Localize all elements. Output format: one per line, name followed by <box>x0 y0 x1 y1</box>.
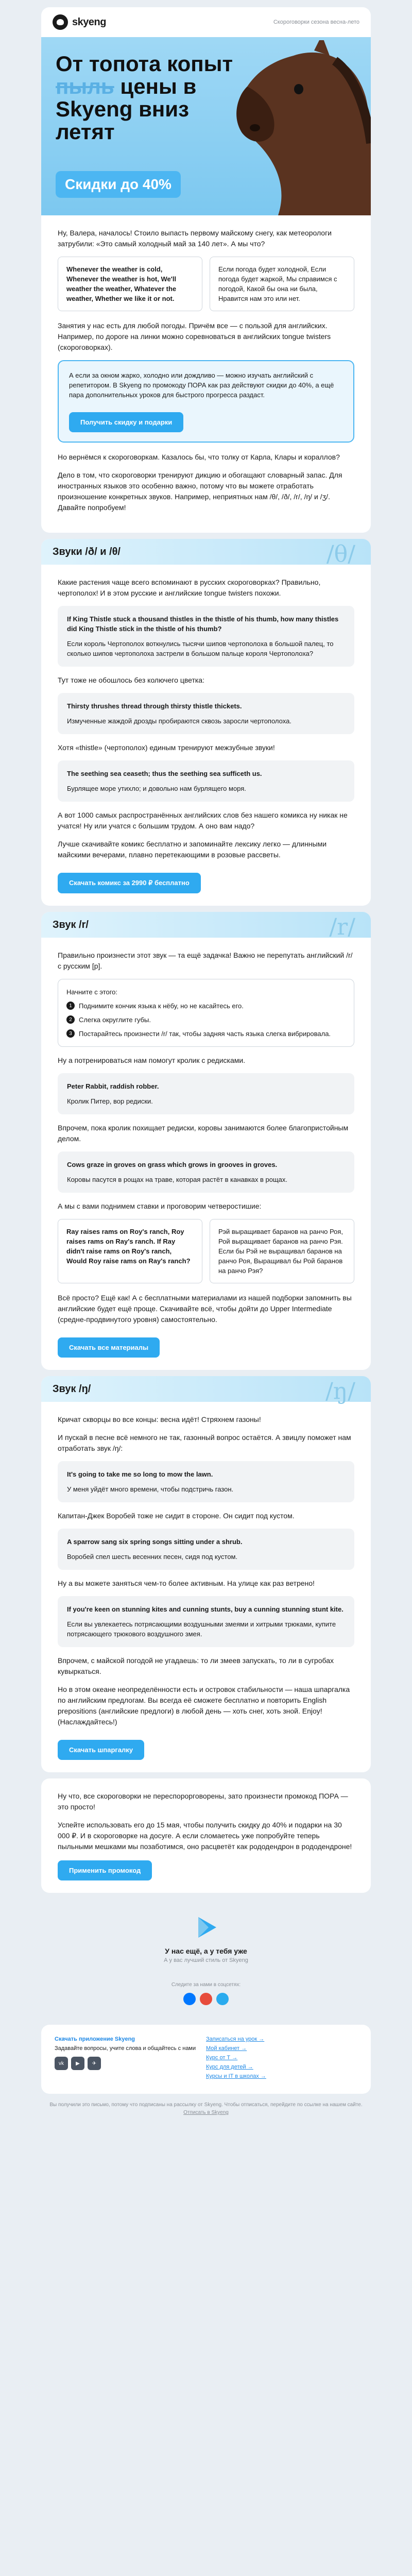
twister-english: If you're keen on stunning kites and cunning stunts, buy a cunning stunning stunt kite. <box>67 1605 344 1613</box>
paragraph: Успейте использовать его до 15 мая, чтобы получить скидку до 40% и подарки на 30 000 ₽. И в скороговорке на досуге. А если сломаетесь уже попробуйте теперь пыльными мешками мы позаботимся, оно расцветёт как рододендрон в рододендроне! <box>58 1821 352 1851</box>
poem-russian: Если погода будет холодной, Если погода будет жаркой, Мы справимся с погодой, Какой бы она ни была, Нравится нам это или нет. <box>210 257 354 311</box>
intro-paragraph: Но вернёмся к скороговоркам. Казалось бы, что толку от Карла, Клары и кораллов? <box>58 453 340 461</box>
legal-block <box>41 2101 371 2116</box>
hero-title-line-2: цены в Skyeng вниз летят <box>56 74 197 144</box>
tongue-twister <box>58 1529 354 1570</box>
step-text: Постарайтесь произнести /r/ так, чтобы задняя часть языка слегка вибрировала. <box>79 1030 331 1038</box>
tongue-twister <box>58 606 354 667</box>
app-promo <box>55 2036 206 2082</box>
paragraph: Правильно произнести этот звук — та ещё задачка! Важно не перепутать английский /r/ с русским [р]. <box>58 951 353 970</box>
paragraph: Ну а потренироваться нам помогут кролик с редисками. <box>58 1056 246 1064</box>
intro-content <box>41 215 371 533</box>
hero-title <box>56 53 251 143</box>
email-header <box>41 7 371 37</box>
footer-link[interactable]: Мой кабинет → <box>206 2045 247 2052</box>
paragraph: Хотя «thistle» (чертополох) единым тренируют межзубные звуки! <box>58 743 275 752</box>
twister-russian: Коровы пасутся в рощах на траве, которая растёт в канавках в рощах. <box>67 1176 288 1183</box>
twister-english: A sparrow sang six spring songs sitting under a shrub. <box>67 1538 243 1546</box>
section-content <box>41 1402 371 1772</box>
section-header <box>41 912 371 938</box>
unsubscribe-link[interactable]: Отписать в Skyeng <box>183 2110 229 2115</box>
get-discount-button[interactable]: Получить скидку и подарки <box>69 412 183 432</box>
paragraph: Всё просто? Ещё как! А с бесплатными материалами из нашей подборки запомнить вы английские будет ещё проще. Скачивайте всё, чтобы дойти до Upper Intermediate (средне-продвинутого уровня) самостоятельно. <box>58 1294 352 1324</box>
telegram-icon[interactable] <box>216 1993 229 2005</box>
download-materials-button[interactable]: Скачать все материалы <box>58 1337 160 1358</box>
tongue-twister <box>58 1073 354 1114</box>
paragraph: Ну что, все скороговорки не переспорорговорены, зато произнести промокод ПОРА — это просто! <box>58 1792 348 1811</box>
poem-block <box>58 1219 354 1283</box>
paragraph: Какие растения чаще всего вспоминают в русских скороговорках? Правильно, чертополох! И в этом русские и английские tongue twisters похожи. <box>58 578 321 597</box>
twister-russian: Кролик Питер, вор редиски. <box>67 1097 153 1105</box>
twister-english: It's going to take me so long to mow the lawn. <box>67 1470 213 1478</box>
app-description: Задавайте вопросы, учите слова и общайтесь с нами <box>55 2045 196 2052</box>
footer-subtitle: А у вас лучший стиль от Skyeng <box>164 1957 248 1963</box>
intro-paragraph: Занятия у нас есть для любой погоды. Причём все — с пользой для английских. Например, по дороге на линки можно соревноваться в английских tongue twisters (скороговорках). <box>58 321 331 351</box>
paragraph: Впрочем, пока кролик похищает редиски, коровы занимаются более благопристойным делом. <box>58 1124 349 1143</box>
footer-link[interactable]: Записаться на урок → <box>206 2036 265 2042</box>
paragraph: Капитан-Джек Воробей тоже не сидит в стороне. Он сидит под кустом. <box>58 1512 295 1520</box>
paragraph: А вот 1000 самых распространённых английских слов без нашего комикса ну никак не учатся! Ну или учатся с большим трудом. А оно вам надо? <box>58 811 348 830</box>
hero-title-line-1: От топота копыт <box>56 52 233 76</box>
header-note: Скороговорки сезона весна-лето <box>273 19 359 25</box>
hero-banner <box>41 37 371 215</box>
twister-english: Thirsty thrushes thread through thirsty thistle thickets. <box>67 702 242 710</box>
tongue-twister <box>58 1151 354 1193</box>
twister-english: If King Thistle stuck a thousand thistles in the thistle of his thumb, how many thistles did King Thistle stick in the thistle of his thumb? <box>67 615 339 633</box>
twister-english: Peter Rabbit, raddish robber. <box>67 1082 159 1090</box>
section-title: Звук /ŋ/ <box>53 1383 91 1395</box>
poem-block <box>58 257 354 311</box>
hero-card <box>41 7 371 533</box>
step-number: 3 <box>66 1029 75 1038</box>
step-text: Поднимите кончик языка к нёбу, но не касайтесь его. <box>79 1002 244 1010</box>
social-links <box>41 1993 371 2005</box>
play-icon <box>193 1914 219 1940</box>
footer-links <box>206 2036 357 2082</box>
sale-badge: Скидки до 40% <box>56 171 181 198</box>
app-title[interactable]: Скачать приложение Skyeng <box>55 2036 135 2042</box>
section-title: Звуки /ð/ и /θ/ <box>53 546 121 557</box>
telegram-store-icon[interactable]: ✈ <box>88 2057 101 2070</box>
tongue-twister <box>58 1596 354 1647</box>
promo-box <box>58 360 354 443</box>
hero-title-strike: пыль <box>56 74 114 98</box>
steps-title: Начните с этого: <box>66 988 117 996</box>
tongue-twister <box>58 1461 354 1502</box>
footer-link[interactable]: Курс от Т → <box>206 2055 238 2061</box>
intro-paragraph: Ну, Валера, началось! Стоило выпасть первому майскому снегу, как метеорологи затрубили: «Это самый холодный май за 140 лет». А мы что? <box>58 229 332 248</box>
footer <box>41 1899 371 2012</box>
vk-icon[interactable] <box>183 1993 196 2005</box>
footer-slogan: У нас ещё, а у тебя уже <box>165 1947 247 1955</box>
section-title: Звук /r/ <box>53 919 89 930</box>
twister-russian: Бурлящее море утихло; и довольно нам бурлящего моря. <box>67 785 246 792</box>
final-card <box>41 1778 371 1893</box>
youtube-store-icon[interactable]: ▶ <box>71 2057 84 2070</box>
section-content <box>41 565 371 906</box>
poem-english: Ray raises rams on Roy's ranch, Roy raises rams on Ray's ranch. If Ray didn't raise rams on Roy's ranch, Would Roy raise rams on Ray's ranch? <box>58 1219 202 1283</box>
logo[interactable] <box>53 14 106 30</box>
legal-text: Вы получили это письмо, потому что подписаны на рассылку от Skyeng. Чтобы отписаться, перейдите по ссылке на нашем сайте. <box>49 2102 363 2108</box>
step-item <box>66 1028 346 1039</box>
step-number: 1 <box>66 1002 75 1010</box>
paragraph: И пускай в песне всё немного не так, газонный вопрос остаётся. А звицлу поможет нам отработать звук /ŋ/: <box>58 1433 351 1452</box>
twister-russian: Если вы увлекаетесь потрясающими воздушными змеями и хитрыми трюками, купите потрясающего трюкового воздушного змея. <box>67 1620 336 1638</box>
paragraph: А мы с вами поднимем ставки и проговорим четверостишие: <box>58 1202 262 1210</box>
promo-text: А если за окном жарко, холодно или дождливо — можно изучать английский с репетитором. В Skyeng по промокоду ПОРА как раз действуют скидки до 40%, а ещё пара дополнительных уроков для быстрого прогресса раздаст. <box>69 371 334 399</box>
ipa-symbol: /r/ <box>329 914 355 940</box>
ipa-symbol: /θ/ <box>326 541 355 567</box>
poem-russian: Рэй выращивает баранов на ранчо Роя, Рой выращивает баранов на ранчо Рэя. Если бы Рэй не выращивал баранов на ранчо Роя, Выращивал бы Рой баранов на ранчо Рэя? <box>210 1219 354 1283</box>
footer-link[interactable]: Курсы и IT в школах → <box>206 2073 266 2079</box>
twister-russian: Измученные жаждой дрозды пробираются сквозь заросли чертополоха. <box>67 717 291 725</box>
step-text: Слегка округлите губы. <box>79 1016 151 1024</box>
youtube-icon[interactable] <box>200 1993 212 2005</box>
twister-english: Cows graze in groves on grass which grows in grooves in groves. <box>67 1161 278 1168</box>
store-buttons <box>55 2057 206 2070</box>
apply-promo-button[interactable]: Применить промокод <box>58 1860 152 1880</box>
ipa-symbol: /ŋ/ <box>325 1378 355 1404</box>
steps-list <box>58 979 354 1047</box>
poem-english: Whenever the weather is cold, Whenever the weather is hot, We'll weather the weather, Whatever the weather, Whether we like it or not. <box>58 257 202 311</box>
vk-store-icon[interactable]: vk <box>55 2057 68 2070</box>
footer-link[interactable]: Курс для детей → <box>206 2064 253 2070</box>
section-ng-sound <box>41 1376 371 1772</box>
tongue-twister <box>58 760 354 802</box>
download-cheatsheet-button[interactable]: Скачать шпаргалку <box>58 1740 144 1760</box>
twister-english: The seething sea ceaseth; thus the seething sea sufficeth us. <box>67 770 262 777</box>
logo-text: skyeng <box>72 16 106 28</box>
app-links-card <box>41 2025 371 2094</box>
section-header <box>41 1376 371 1402</box>
skyeng-logo-icon <box>53 14 68 30</box>
step-item <box>66 1014 346 1025</box>
paragraph: Но в этом океане неопределённости есть и островок стабильности — наша шпаргалка по английским предлогам. Вы всегда её сможете бесплатно и повторить English prepositions (английские предлоги) в любой день — хоть снег, хоть зной. Enjoy! (Наслаждайтесь!) <box>58 1685 350 1726</box>
follow-text: Следите за нами в соцсетях: <box>171 1982 241 1988</box>
twister-russian: У меня уйдёт много времени, чтобы подстричь газон. <box>67 1485 234 1493</box>
twister-russian: Воробей спел шесть весенних песен, сидя под кустом. <box>67 1553 238 1561</box>
paragraph: Ну а вы можете заняться чем-то более активным. На улице как раз ветрено! <box>58 1579 315 1587</box>
tongue-twister <box>58 693 354 734</box>
section-header <box>41 539 371 565</box>
download-comic-button[interactable]: Скачать комикс за 2990 ₽ бесплатно <box>58 873 201 893</box>
step-item <box>66 1001 346 1011</box>
intro-paragraph: Дело в том, что скороговорки тренируют дикцию и обогащают словарный запас. Для иностранных языков это особенно важно, потому что вы можете отработать произношение конкретных звуков. Например, неприятных нам /θ/, /ð/, /r/, /ŋ/ и /ʒ/. Давайте попробуем! <box>58 471 342 512</box>
paragraph: Впрочем, с майской погодой не угадаешь: то ли змеев запускать, то ли в сугробах кувыркаться. <box>58 1656 334 1675</box>
paragraph: Тут тоже не обошлось без колючего цветка: <box>58 676 204 684</box>
section-r-sound <box>41 912 371 1370</box>
paragraph: Лучше скачивайте комикс бесплатно и запоминайте лексику легко — длинными майскими вечерами, плавно перетекающими в розовые рассветы. <box>58 840 327 859</box>
section-content <box>41 938 371 1370</box>
paragraph: Кричат скворцы во все концы: весна идёт! Стряхнем газоны! <box>58 1415 261 1423</box>
step-number: 2 <box>66 1015 75 1024</box>
twister-russian: Если король Чертополох воткнулись тысячи шипов чертополоха в большой палец, то сколько шипов чертополоха застрели в большом пальце короля Чертополоха? <box>67 640 334 657</box>
section-th-sounds <box>41 539 371 906</box>
